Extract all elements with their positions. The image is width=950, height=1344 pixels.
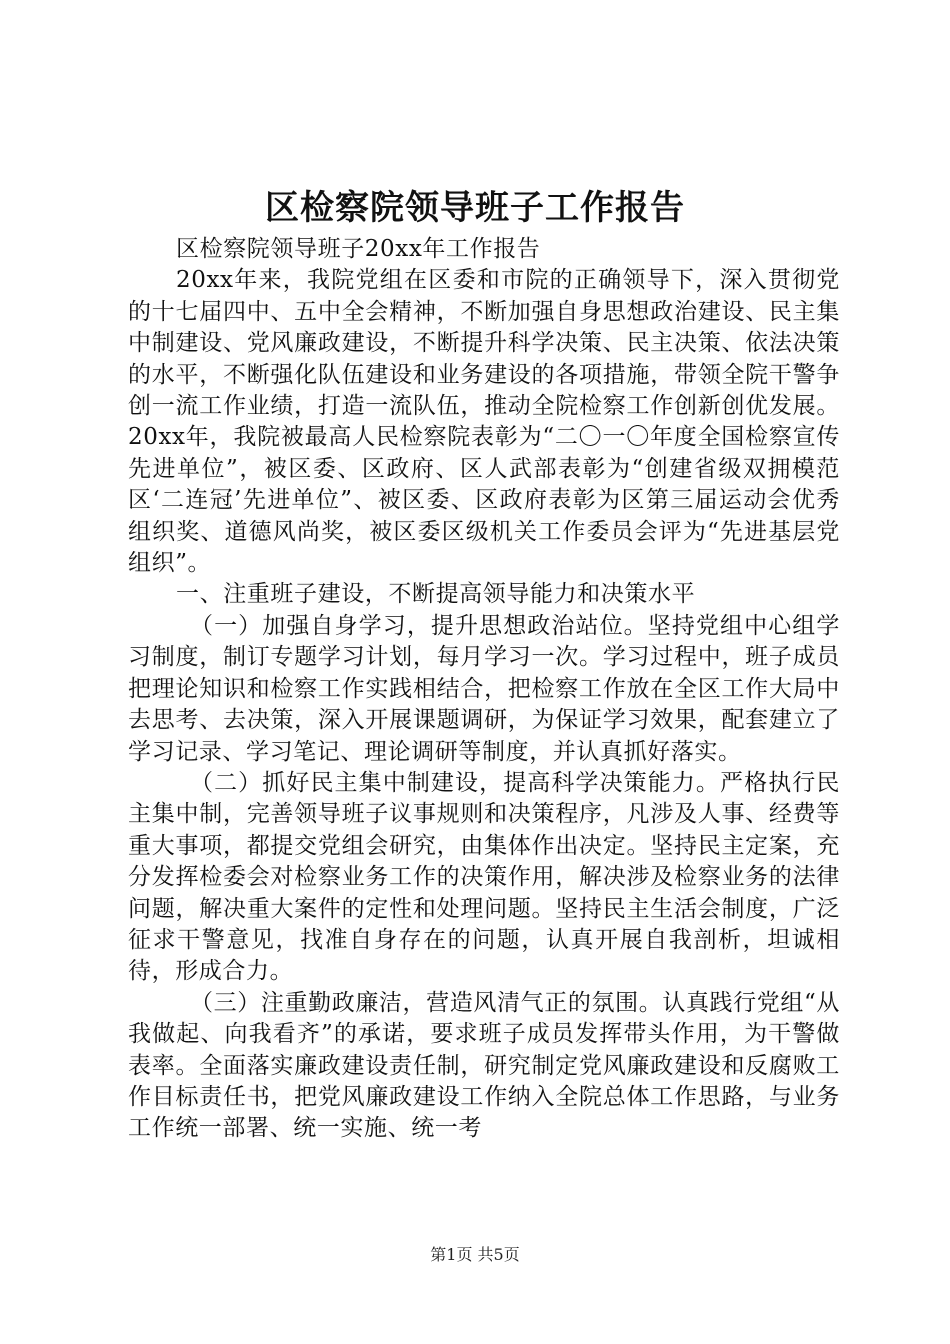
subtitle-paragraph: 区检察院领导班子20xx年工作报告 [176, 236, 541, 262]
subsection-paragraph-3: （三）注重勤政廉洁，营造风清气正的氛围。认真践行党组“从我做起、向我看齐”的承诺，要求班子成员发挥带头作用，为干警做表率。全面落实廉政建设责任制，研究制定党风廉政建设和反腐败工作目标责任书，把党风廉政建设工作纳入全院总体工作思路，与业务工作统一部署、统一实施、统一考 [128, 989, 840, 1142]
document-title: 区检察院领导班子工作报告 [265, 188, 685, 228]
section-heading: 一、注重班子建设，不断提高领导能力和决策水平 [176, 581, 696, 608]
document-body [128, 234, 840, 1145]
page-footer: 第1页 共5页 [430, 1245, 520, 1264]
intro-paragraph: 20xx年来，我院党组在区委和市院的正确领导下，深入贯彻党的十七届四中、五中全会精神，不断加强自身思想政治建设、民主集中制建设、党风廉政建设，不断提升科学决策、民主决策、依法决策的水平，不断强化队伍建设和业务建设的各项措施，带领全院干警争创一流工作业绩，打造一流队伍，推动全院检察工作创新创优发展。20xx年，我院被最高人民检察院表彰为“二〇一〇年度全国检察宣传先进单位”，被区委、区政府、区人武部表彰为“创建省级双拥模范区‘二连冠’先进单位”、被区委、区政府表彰为区第三届运动会优秀组织奖、道德风尚奖，被区委区级机关工作委员会评为“先进基层党组织”。 [128, 267, 840, 577]
subsection-paragraph-1: （一）加强自身学习，提升思想政治站位。坚持党组中心组学习制度，制订专题学习计划，每月学习一次。学习过程中，班子成员把理论知识和检察工作实践相结合，把检察工作放在全区工作大局中去思考、去决策，深入开展课题调研，为保证学习效果，配套建立了学习记录、学习笔记、理论调研等制度，并认真抓好落实。 [128, 612, 840, 765]
subsection-paragraph-2: （二）抓好民主集中制建设，提高科学决策能力。严格执行民主集中制，完善领导班子议事规则和决策程序，凡涉及人事、经费等重大事项，都提交党组会研究，由集体作出决定。坚持民主定案，充分发挥检委会对检察业务工作的决策作用，解决涉及检察业务的法律问题，解决重大案件的定性和处理问题。坚持民主生活会制度，广泛征求干警意见，找准自身存在的问题，认真开展自我剖析，坦诚相待，形成合力。 [128, 769, 840, 985]
